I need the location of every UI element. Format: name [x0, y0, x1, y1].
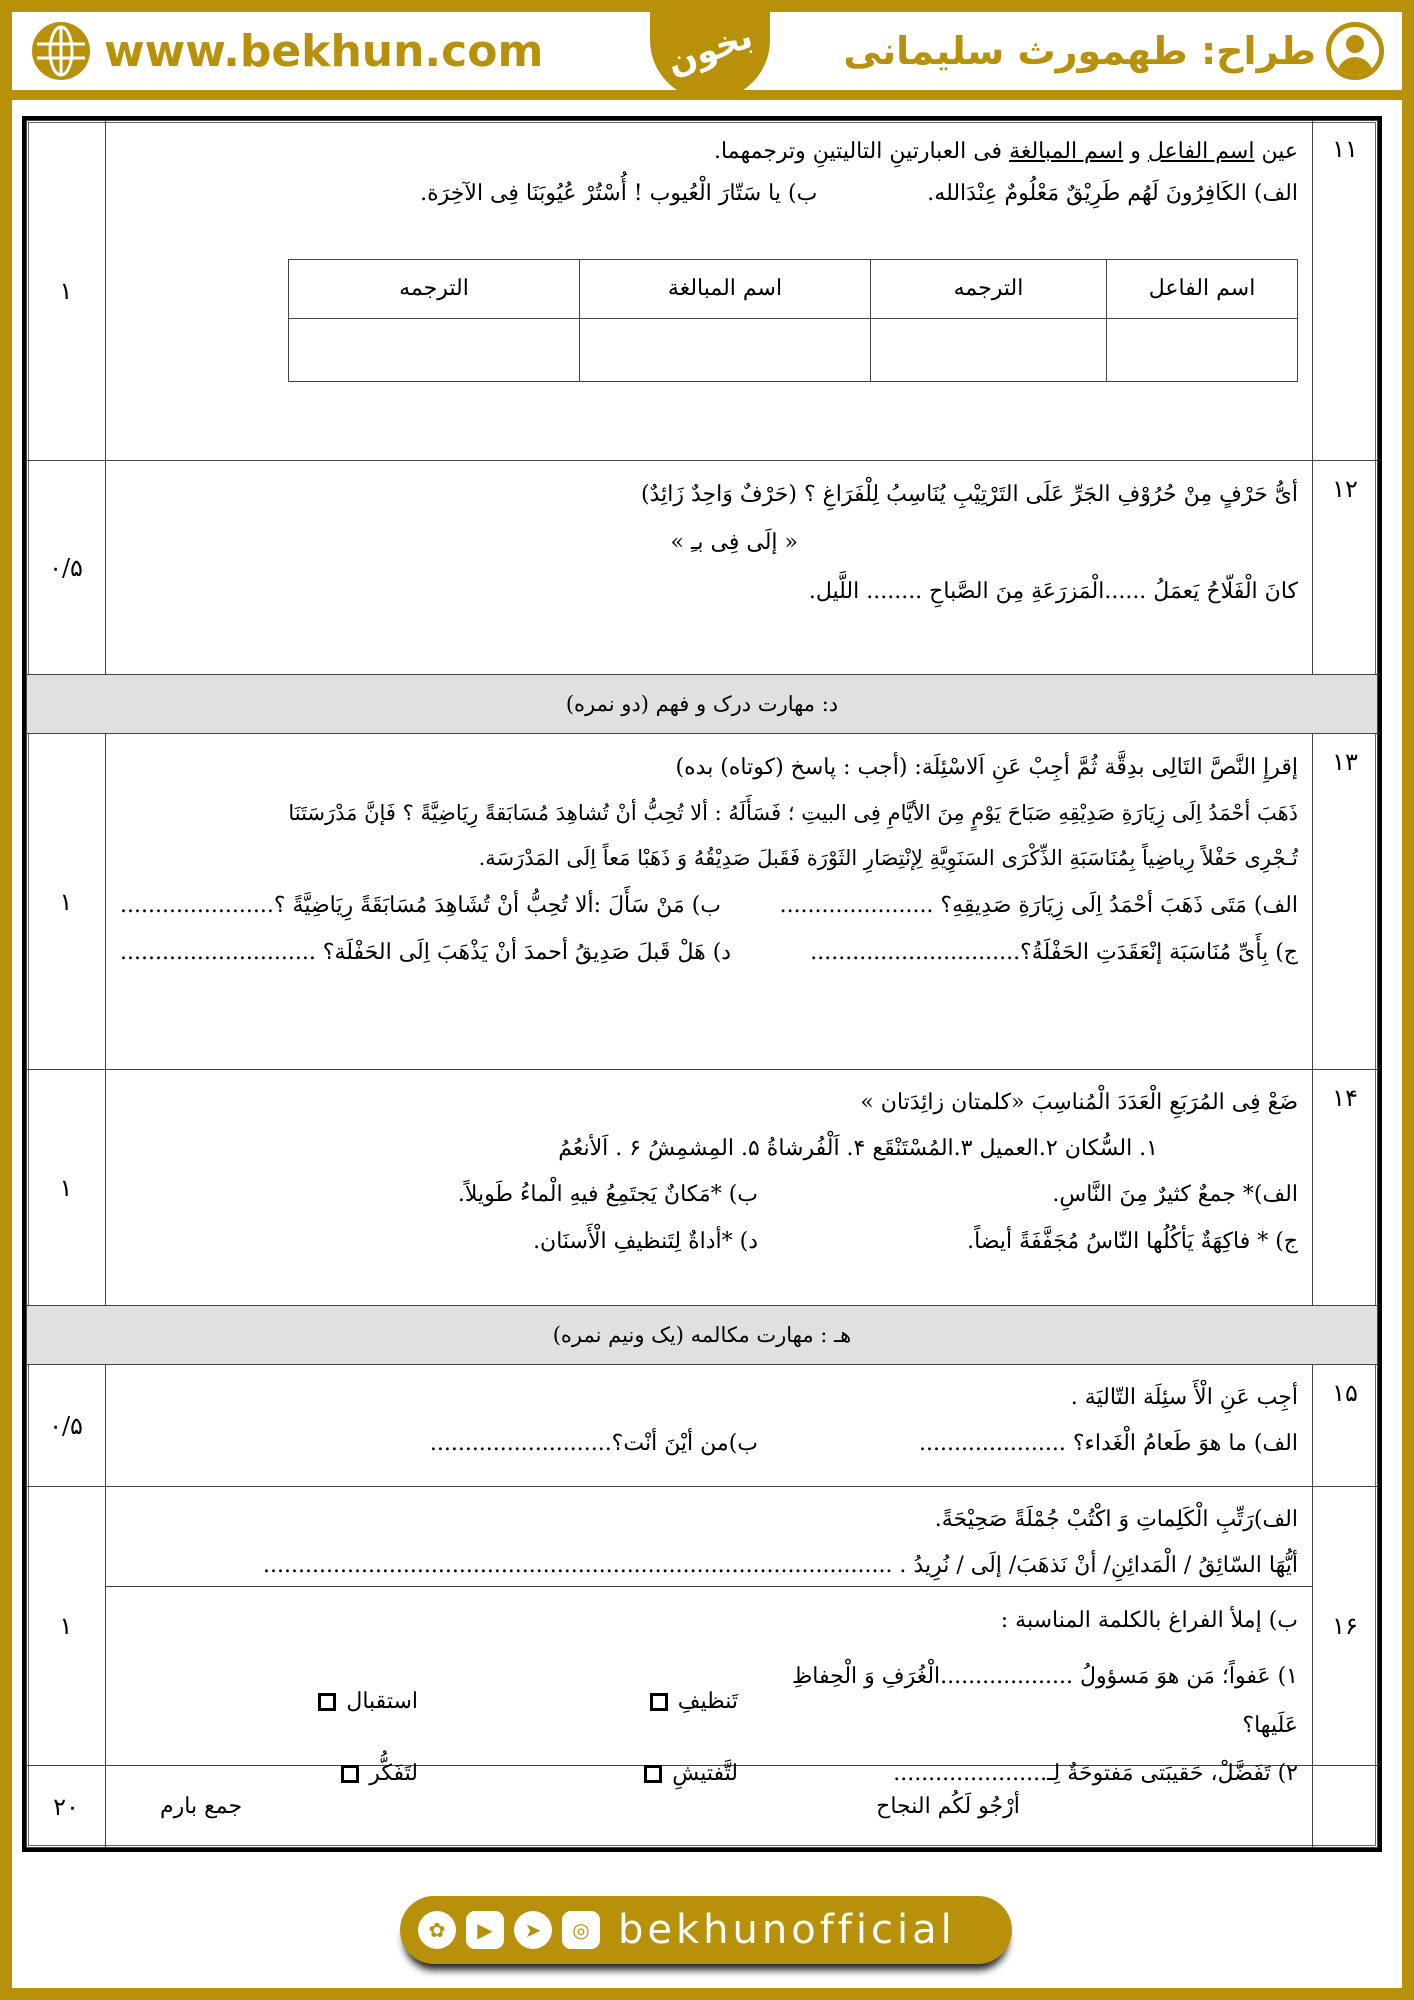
sentence: کانَ الْفَلّاحُ یَعمَلُ ......الْمَزرَعَةِ مِنَ الصَّباحِ ........ اللَّیل. [808, 578, 1298, 604]
sub-question-d: د) هَلْ قَبلَ صَدِیقُ أحمدَ أنْ یَذْهَبَ اِلَی الحَفْلَة؟ ............................ [120, 939, 732, 965]
question-score: ۰/۵ [27, 1365, 106, 1487]
fill-blank-2: ۲) تَفَضَّلْ، حَقیبَتی مَفتوحَةٌ لِـ...................... [893, 1761, 1298, 1787]
total-label: جمع بارم [160, 1793, 243, 1819]
item-b: ب) *مَکانٌ یَجتَمِعُ فیهِ الْماءُ طَویلاً. [457, 1182, 758, 1208]
question-score: ۱ [27, 734, 106, 1070]
question-prompt: أیُّ حَرْفٍ مِنْ حُرُوْفِ الجَرِّ عَلَی التَرْتِیْبِ یُنَاسِبُ لِلْفَرَاغِ ؟ (حَرْفٌ وَاحِدٌ زَائِدٌ) [640, 482, 1298, 507]
question-14 [27, 1070, 1378, 1306]
answer-table [288, 259, 1298, 382]
sub-question-c: ج) بِأَیِّ مُنَاسَبَة إنْعَقَدَتِ الحَفْلَةُ؟.............................. [810, 939, 1298, 965]
header-translation: الترجمه [871, 259, 1107, 318]
question-prompt: عین اسم الفاعل و اسم المبالغة فی العبارتینِ التالیتینِ وترجمهما. [714, 139, 1298, 164]
passage-line: ذَهَبَ أحْمَدُ اِلَی زِیَارَةِ صَدِیْقِهِ صَبَاحَ یَوْمٍ مِنَ الأیَّامِ فِی البیتِ ؛ فَسَأَلَهُ : ألا تُحِبُّ أنْ تُشاهِدَ مُسَابَقةً رِیَاضِیَّةً ؟ فَإنَّ مَدْرَسَتَنَا [288, 801, 1298, 826]
question-content [106, 121, 1313, 461]
question-number: ۱۲ [1313, 461, 1378, 675]
section-title: هـ : مهارت مکالمه (یک ونیم نمره) [27, 1306, 1378, 1365]
social-footer [400, 1896, 1012, 1964]
question-content [106, 1070, 1313, 1306]
option-cleaning[interactable]: تَنظیفِ [418, 1678, 738, 1726]
sub-question-b: ب) مَنْ سَأَلَ :ألا تُحِبُّ أنْ تُشَاهِدَ مُسَابَقَةً رِیَاضِیَّةً ؟...................... [120, 892, 722, 918]
question-15 [27, 1365, 1378, 1487]
header-intensive-noun: اسم المبالغة [580, 259, 871, 318]
item-c: ج) * فاکِهَةٌ یَأکُلُها النّاسُ مُجَفَّفَةً أیضاً. [967, 1228, 1298, 1254]
section-h-header [27, 1306, 1378, 1365]
globe-icon [32, 22, 90, 80]
fill-blank-1: ۱) عَفواً؛ مَن هوَ مَسؤولُ ...................الْغُرَفِ وَ الْحِفاظِ عَلَیها؟ [791, 1664, 1298, 1738]
logo-text: بخون [661, 16, 758, 84]
question-prompt: إقرإِ النَّصَّ التَالِی بدِقَّة ثُمَّ أجِبْ عَنِ اَلاسْئِلَة: (أجب : پاسخ (کوتاه) بده) [675, 755, 1298, 780]
question-score: ۱ [27, 1070, 106, 1306]
checkbox[interactable] [318, 1693, 336, 1711]
header-translation: الترجمه [289, 259, 580, 318]
website-link[interactable] [32, 22, 543, 80]
question-score: ۱ [27, 121, 106, 461]
question-number: ۱۳ [1313, 734, 1378, 1070]
sub-question-a: الف) ما هوَ طَعامُ الْغَداء؟ ..................... [918, 1431, 1298, 1457]
question-11 [27, 121, 1378, 461]
social-handle[interactable]: bekhunofficial [618, 1907, 956, 1953]
word-list: ۱. السُّکان ۲.العمیل ۳.المُسْتَنْقَع ۴. اَلْفُرشاةُ ۵. المِشمِشُ ۶ . اَلأنعُمُ [558, 1136, 1158, 1162]
instagram-icon[interactable]: ◎ [562, 1911, 600, 1949]
youtube-icon[interactable]: ▶ [466, 1911, 504, 1949]
option-inspection[interactable]: لتَّفتیشِ [418, 1750, 738, 1798]
question-16 [27, 1487, 1378, 1766]
checkbox[interactable] [650, 1693, 668, 1711]
part-a-prompt: الف)رَتِّبِ الْکَلِماتِ وَ اکْتُبْ جُمْلَةً صَحِیْحَةً. [934, 1507, 1298, 1532]
options: « إلَی فِی بـِ » [670, 530, 798, 556]
question-number: ۱۱ [1313, 121, 1378, 461]
sub-question-b: ب)من أیْنَ أنْت؟.......................... [429, 1431, 758, 1457]
sentence-a: الف) الکَافِرُونَ لَهُم طَرِیْقٌ مَعْلُومٌ عِنْدَالله. [927, 180, 1298, 206]
question-content [106, 1487, 1313, 1787]
question-score: ۱ [27, 1487, 106, 1766]
header-agent-noun: اسم الفاعل [1107, 259, 1298, 318]
question-content [106, 461, 1313, 675]
page [12, 12, 1402, 1988]
telegram-icon[interactable]: ➤ [514, 1911, 552, 1949]
question-prompt: أجِب عَنِ الْأَ سئِلَة التّالیَة . [1070, 1385, 1298, 1410]
checkbox[interactable] [644, 1765, 662, 1783]
answer-cell[interactable] [580, 318, 871, 381]
section-d-header [27, 675, 1378, 734]
sentence-b: ب) یا سَتّارَ الْعُیوب ! أُسْتُرْ عُیُوبَنَا فِی الآخِرَة. [420, 180, 818, 206]
question-score: ۰/۵ [27, 461, 106, 675]
answer-cell[interactable] [289, 318, 580, 381]
aparat-icon[interactable]: ✿ [418, 1911, 456, 1949]
question-number: ۱۶ [1313, 1487, 1378, 1766]
brand-logo [650, 0, 770, 100]
sub-question-a: الف) مَتَی ذَهَبَ أحْمَدُ اِلَی زِیَارَةِ صَدِیقِهِ؟ ...................... [779, 892, 1298, 918]
item-d: د) *أداةٌ لِتَنظیفِ الْأَسنَان. [533, 1228, 758, 1254]
question-content [106, 1365, 1313, 1487]
website-url: www.bekhun.com [104, 25, 544, 77]
part-a-words: أیُّهَا السّائِقُ / الْمَدائِنِ/ أنْ نَذهَبَ/ إلَی / نُرِیدُ . .......................................................................................... [263, 1553, 1298, 1579]
good-luck-text: أرْجُو لَکُم النجاح [876, 1793, 1020, 1819]
question-number: ۱۴ [1313, 1070, 1378, 1306]
answer-cell[interactable] [871, 318, 1107, 381]
total-score: ۲۰ [27, 1766, 106, 1848]
header [12, 12, 1402, 100]
option-reception[interactable]: استقبال [318, 1678, 418, 1726]
question-13 [27, 734, 1378, 1070]
question-12 [27, 461, 1378, 675]
item-a: الف)* جمعٌ کثیرٌ مِنَ النَّاسِ. [1052, 1182, 1298, 1208]
exam-table [22, 116, 1382, 1852]
question-prompt: ضَعْ فِی المُرَبَعِ الْعَدَدَ الْمُناسِبَ «کلمتان زائِدَتان » [860, 1090, 1298, 1115]
passage-line: تُـجْرِی حَفْلاً رِیاضِیاً بِمُنَاسَبَةِ الذِّکْرَی السَنَوِیَّةِ لِإنْتِصَارِ الثَوْرَة فَقَبلَ صَدِیْقُهُ وَ ذَهَبْا مَعاً اِلَی المَدْرَسَة. [478, 846, 1298, 871]
answer-cell[interactable] [1107, 318, 1298, 381]
question-number: ۱۵ [1313, 1365, 1378, 1487]
section-title: د: مهارت درک و فهم (دو نمره) [27, 675, 1378, 734]
checkbox[interactable] [341, 1765, 359, 1783]
author-name: طراح: طهمورث سلیمانی [843, 29, 1316, 73]
part-b-prompt: ب) إملأ الفراغ بالکلمة المناسبة : [1000, 1608, 1298, 1633]
user-icon [1326, 22, 1384, 80]
question-content [106, 734, 1313, 1070]
option-thinking[interactable]: لتَفَکُّر [341, 1750, 418, 1798]
author-block [843, 22, 1384, 80]
